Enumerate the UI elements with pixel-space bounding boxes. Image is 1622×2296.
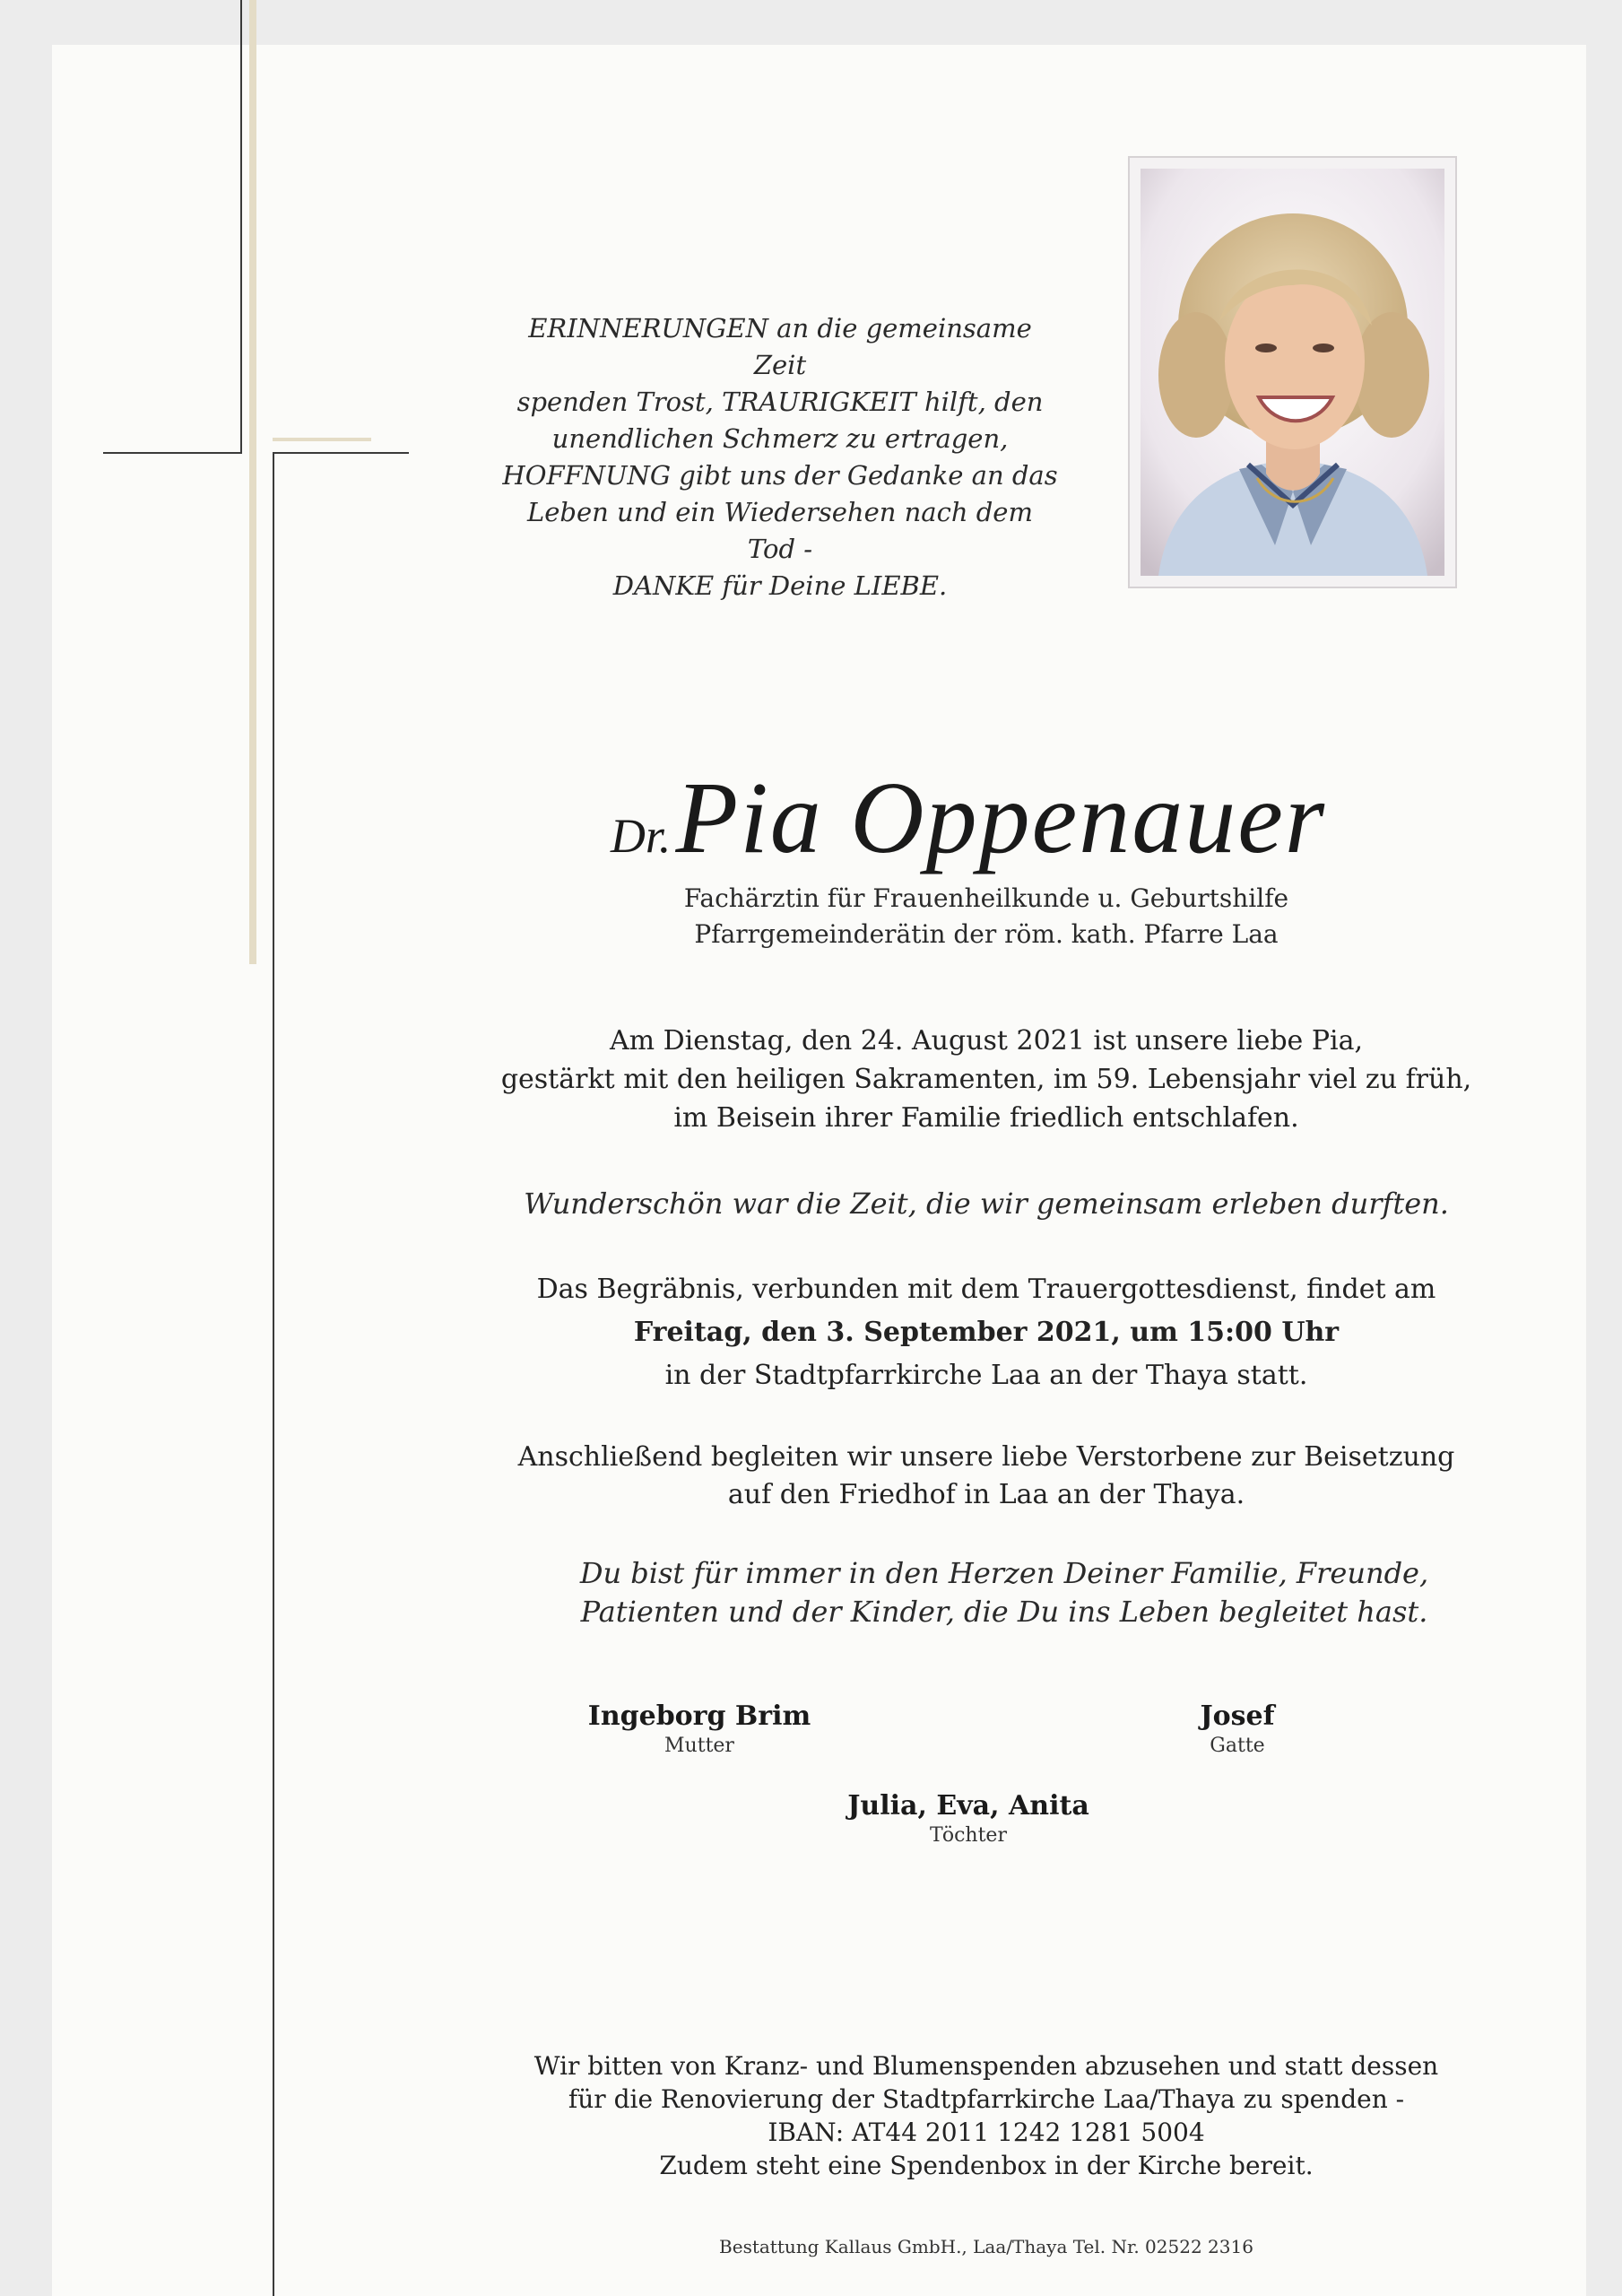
- cross-line-lower: [273, 453, 274, 2296]
- profession-line: Pfarrgemeinderätin der röm. kath. Pfarre Laa: [694, 919, 1279, 949]
- burial-line: auf den Friedhof in Laa an der Thaya.: [727, 1479, 1245, 1510]
- scan-margin-right: [1586, 0, 1622, 2296]
- quote-line: Patienten und der Kinder, die Du ins Leben begleitet hast.: [580, 1595, 1428, 1629]
- announcement-line: Am Dienstag, den 24. August 2021 ist unsere liebe Pia,: [609, 1025, 1364, 1057]
- profession-line: Fachärztin für Frauenheilkunde u. Geburtshilfe: [683, 883, 1289, 913]
- burial-line: Anschließend begleiten wir unsere liebe Verstorbene zur Beisetzung: [517, 1441, 1455, 1473]
- funeral-line: Das Begräbnis, verbunden mit dem Trauergottesdienst, findet am: [536, 1274, 1436, 1305]
- donation-request: [484, 2049, 1488, 2182]
- poem-line: DANKE für Deine LIEBE.: [612, 570, 948, 601]
- poem-line: HOFFNUNG gibt uns der Gedanke an das: [502, 460, 1058, 491]
- deceased-title: Dr.: [610, 809, 672, 863]
- burial-details: [484, 1439, 1488, 1514]
- announcement-line: im Beisein ihrer Familie friedlich entschlafen.: [673, 1102, 1299, 1134]
- scan-margin-top: [0, 0, 1622, 45]
- scan-margin-left: [0, 0, 52, 2296]
- donation-line: Zudem steht eine Spendenbox in der Kirche bereit.: [659, 2151, 1314, 2180]
- mourner-relation: Mutter: [664, 1735, 734, 1757]
- cross-shadow-vertical: [249, 0, 256, 964]
- mourner-relation: Töchter: [930, 1824, 1007, 1847]
- mourner-name: Ingeborg Brim: [587, 1700, 811, 1732]
- portrait-photo: [1141, 169, 1444, 576]
- poem-line: unendlichen Schmerz zu ertragen,: [551, 423, 1009, 454]
- cross-shadow-horizontal: [273, 438, 371, 441]
- funeral-home-footer: Bestattung Kallaus GmbH., Laa/Thaya Tel. Nr. 02522 2316: [719, 2236, 1253, 2257]
- professions: [583, 881, 1390, 952]
- poem-line: Leben und ein Wiedersehen nach dem Tod -: [527, 497, 1033, 564]
- mourner-name: Josef: [1200, 1700, 1275, 1732]
- donation-line: Wir bitten von Kranz- und Blumenspenden abzusehen und statt dessen: [533, 2051, 1439, 2081]
- mourner-daughters: [834, 1789, 1103, 1848]
- funeral-details: [484, 1268, 1488, 1397]
- poem-line: spenden Trost, TRAURIGKEIT hilft, den: [516, 387, 1044, 417]
- cross-arm-right: [273, 452, 409, 454]
- funeral-date: Freitag, den 3. September 2021, um 15:00 Uhr: [633, 1317, 1340, 1348]
- deceased-name: [538, 759, 1399, 875]
- cross-arm-left: [103, 452, 242, 454]
- memorial-poem: [502, 310, 1058, 604]
- memorial-quote: Wunderschön war die Zeit, die wir gemeinsam erleben durften.: [524, 1187, 1449, 1221]
- funeral-location: in der Stadtpfarrkirche Laa an der Thaya statt.: [664, 1360, 1308, 1391]
- donation-line: für die Renovierung der Stadtpfarrkirche Laa/Thaya zu spenden -: [568, 2084, 1405, 2114]
- poem-line: ERINNERUNGEN an die gemeinsame Zeit: [528, 313, 1032, 380]
- quote-line: Du bist für immer in den Herzen Deiner Familie, Freunde,: [579, 1556, 1429, 1590]
- death-announcement: [466, 1022, 1506, 1137]
- deceased-full-name: Pia Oppenauer: [675, 761, 1327, 874]
- mourner-name: Julia, Eva, Anita: [847, 1790, 1089, 1822]
- mourner-relation: Gatte: [1210, 1735, 1265, 1757]
- announcement-line: gestärkt mit den heiligen Sakramenten, im 59. Lebensjahr viel zu früh,: [500, 1064, 1472, 1095]
- donation-iban: IBAN: AT44 2011 1242 1281 5004: [768, 2118, 1205, 2147]
- mourner-husband: [1103, 1700, 1372, 1759]
- mourner-mother: [565, 1700, 834, 1759]
- cross-line-upper: [240, 0, 242, 453]
- closing-quote: [502, 1554, 1506, 1631]
- portrait-photo-frame: [1128, 156, 1457, 588]
